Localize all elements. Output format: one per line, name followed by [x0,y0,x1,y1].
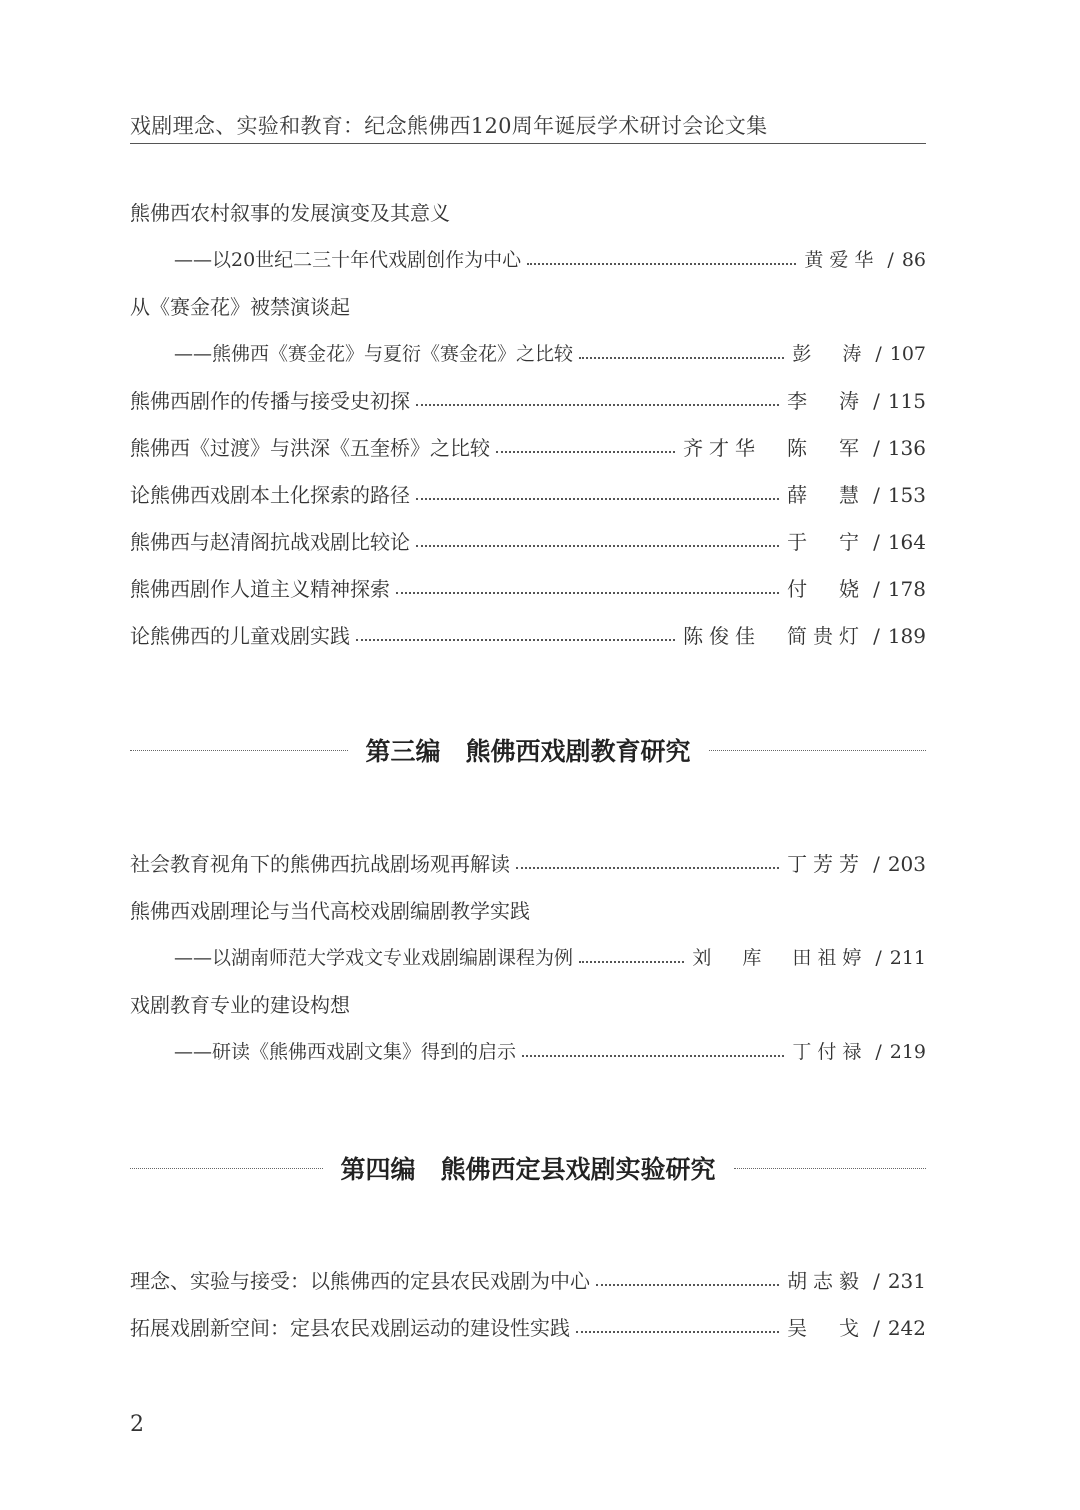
leader-dots [416,545,779,547]
leader-dots [416,404,779,406]
leader-dots [596,1284,779,1286]
entry-author: 薛 慧 [787,483,866,507]
entry-author: 陈俊佳 简贵灯 [683,624,866,648]
entry-title: ——以湖南师范大学戏文专业戏剧编剧课程为例 [174,947,574,969]
section-rule-right [734,1168,927,1169]
toc-entry[interactable] [130,982,926,1029]
entry-title: 论熊佛西的儿童戏剧实践 [130,624,350,648]
leader-dots [356,639,675,641]
entry-page: 164 [887,530,926,554]
toc-group-3 [130,1258,926,1352]
entry-author: 彭 涛 [792,343,868,365]
entry-title: ——以20世纪二三十年代戏剧创作为中心 [174,249,522,271]
page-number: 2 [130,1412,144,1437]
section-title[interactable]: 第四编 熊佛西定县戏剧实验研究 [340,1155,716,1184]
entry-title: 论熊佛西戏剧本土化探索的路径 [130,483,410,507]
leader-dots [579,357,784,359]
entry-author: 李 涛 [787,389,866,413]
entry-title: 熊佛西农村叙事的发展演变及其意义 [130,201,450,225]
running-header: 戏剧理念、实验和教育：纪念熊佛西120周年诞辰学术研讨会论文集 [130,114,768,138]
entry-title: 熊佛西剧作人道主义精神探索 [130,577,390,601]
toc-entry[interactable]: 熊佛西与赵清阁抗战戏剧比较论 于 宁 / 164 [130,519,926,566]
toc-entry[interactable]: 理念、实验与接受：以熊佛西的定县农民戏剧为中心 胡志毅 / 231 [130,1258,926,1305]
entry-page: 203 [887,852,926,876]
entry-title: ——熊佛西《赛金花》与夏衍《赛金花》之比较 [174,343,574,365]
entry-page: 107 [889,343,926,365]
section-rule-left [130,1168,323,1169]
toc-entry[interactable]: 社会教育视角下的熊佛西抗战剧场观再解读 丁芳芳 / 203 [130,841,926,888]
entry-title: 戏剧教育专业的建设构想 [130,993,350,1017]
leader-dots [576,1331,779,1333]
entry-title: 拓展戏剧新空间：定县农民戏剧运动的建设性实践 [130,1316,570,1340]
entry-author: 齐才华 陈 军 [683,436,866,460]
header-rule [130,143,926,144]
leader-dots [579,961,684,963]
entry-page: 115 [887,389,926,413]
entry-author: 丁芳芳 [787,852,866,876]
toc-entry[interactable]: ——以湖南师范大学戏文专业戏剧编剧课程为例 刘 库 田祖婷 / 211 [130,935,926,982]
entry-title: 熊佛西《过渡》与洪深《五奎桥》之比较 [130,436,490,460]
toc-group-1 [130,190,926,660]
entry-author: 胡志毅 [787,1269,866,1293]
toc-entry[interactable]: 论熊佛西的儿童戏剧实践 陈俊佳 简贵灯 / 189 [130,613,926,660]
section-rule-left [130,750,348,751]
toc-group-2 [130,841,926,1076]
section-heading-3 [130,732,926,768]
entry-page: 136 [887,436,926,460]
entry-author: 刘 库 田祖婷 [692,947,868,969]
entry-title: 理念、实验与接受：以熊佛西的定县农民戏剧为中心 [130,1269,590,1293]
toc-entry[interactable] [130,190,926,237]
entry-title: 熊佛西与赵清阁抗战戏剧比较论 [130,530,410,554]
section-rule-right [709,750,927,751]
entry-author: 黄爱华 [804,249,880,271]
leader-dots [527,263,796,265]
leader-dots [396,592,779,594]
entry-title: 熊佛西戏剧理论与当代高校戏剧编剧教学实践 [130,899,530,923]
entry-author: 吴 戈 [787,1316,866,1340]
entry-page: 189 [887,624,926,648]
toc-entry[interactable]: ——研读《熊佛西戏剧文集》得到的启示 丁付禄 / 219 [130,1029,926,1076]
toc-entry[interactable]: 熊佛西剧作的传播与接受史初探 李 涛 / 115 [130,378,926,425]
entry-page: 242 [887,1316,926,1340]
toc-entry[interactable] [130,888,926,935]
entry-page: 86 [901,249,926,271]
entry-author: 于 宁 [787,530,866,554]
toc-entry[interactable] [130,284,926,331]
leader-dots [496,451,675,453]
entry-page: 231 [887,1269,926,1293]
toc-entry[interactable]: 熊佛西剧作人道主义精神探索 付 娆 / 178 [130,566,926,613]
toc-entry[interactable]: 拓展戏剧新空间：定县农民戏剧运动的建设性实践 吴 戈 / 242 [130,1305,926,1352]
leader-dots [516,867,779,869]
entry-title: 熊佛西剧作的传播与接受史初探 [130,389,410,413]
entry-author: 付 娆 [787,577,866,601]
section-heading-4 [130,1150,926,1186]
entry-title: 社会教育视角下的熊佛西抗战剧场观再解读 [130,852,510,876]
leader-dots [522,1055,784,1057]
entry-title: 从《赛金花》被禁演谈起 [130,295,350,319]
entry-author: 丁付禄 [792,1041,868,1063]
leader-dots [416,498,779,500]
toc-entry[interactable]: ——熊佛西《赛金花》与夏衍《赛金花》之比较 彭 涛 / 107 [130,331,926,378]
toc-entry[interactable]: 熊佛西《过渡》与洪深《五奎桥》之比较 齐才华 陈 军 / 136 [130,425,926,472]
entry-page: 211 [889,947,926,969]
section-title[interactable]: 第三编 熊佛西戏剧教育研究 [365,737,691,766]
entry-page: 153 [887,483,926,507]
entry-page: 219 [889,1041,926,1063]
toc-entry[interactable]: ——以20世纪二三十年代戏剧创作为中心 黄爱华 / 86 [130,237,926,284]
entry-page: 178 [887,577,926,601]
entry-title: ——研读《熊佛西戏剧文集》得到的启示 [174,1041,517,1063]
toc-entry[interactable]: 论熊佛西戏剧本土化探索的路径 薛 慧 / 153 [130,472,926,519]
